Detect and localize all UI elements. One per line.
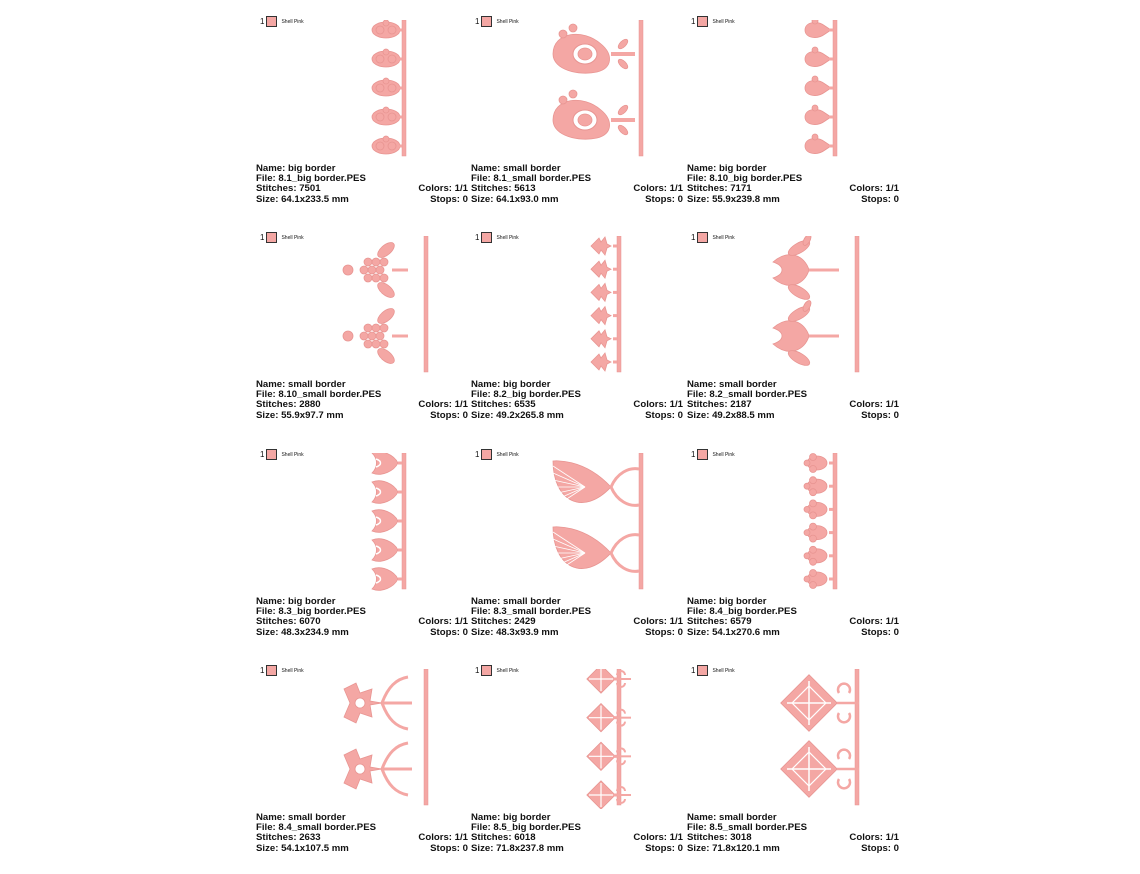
- size-label: Size:: [256, 626, 279, 638]
- design-file: 8.3_big border.PES: [278, 606, 366, 618]
- design-file: 8.1_big border.PES: [278, 173, 366, 185]
- design-file: 8.2_small border.PES: [709, 389, 807, 401]
- embroidery-preview: [471, 453, 687, 593]
- color-count: 1/1: [454, 399, 468, 411]
- colors-label: Colors:: [418, 832, 452, 844]
- stop-count: 0: [893, 626, 899, 638]
- stitches-label: Stitches:: [471, 832, 512, 844]
- color-count: 1/1: [669, 183, 683, 195]
- stitch-count: 3018: [730, 832, 752, 844]
- design-info: [256, 164, 468, 205]
- stops-label: Stops:: [861, 626, 891, 638]
- thread-number: 1: [260, 450, 265, 459]
- design-card[interactable]: [687, 666, 903, 874]
- embroidery-preview: [256, 20, 472, 160]
- thread-color-name: Shell Pink: [281, 667, 304, 674]
- name-label: Name:: [687, 379, 717, 390]
- file-label: File:: [256, 822, 276, 834]
- design-card[interactable]: [256, 450, 472, 658]
- stitches-label: Stitches:: [687, 616, 728, 628]
- stops-label: Stops:: [430, 626, 460, 638]
- stop-count: 0: [677, 626, 683, 638]
- size-row: [471, 844, 683, 854]
- stop-count: 0: [893, 842, 899, 854]
- stops-label: Stops:: [861, 842, 891, 854]
- design-size: 55.9x97.7 mm: [281, 409, 344, 421]
- stops-label: Stops:: [861, 193, 891, 205]
- colors-label: Colors:: [418, 616, 452, 628]
- color-count: 1/1: [885, 832, 899, 844]
- design-info: [471, 164, 683, 205]
- motif-paisley: [553, 90, 635, 139]
- size-row: [687, 195, 899, 205]
- stop-count: 0: [462, 409, 468, 421]
- thread-color-name: Shell Pink: [712, 18, 735, 25]
- motif-flower: [372, 107, 400, 125]
- border-bar: [639, 453, 643, 589]
- motif-cluster: [804, 477, 827, 496]
- design-size: 71.8x237.8 mm: [496, 842, 564, 854]
- name-label: Name:: [687, 163, 717, 174]
- embroidery-preview: [471, 236, 687, 376]
- file-label: File:: [256, 173, 276, 185]
- stitches-label: Stitches:: [256, 183, 297, 195]
- motif-tulip: [372, 481, 398, 504]
- stitch-count: 7501: [299, 183, 321, 195]
- stitches-label: Stitches:: [256, 832, 297, 844]
- name-label: Name:: [256, 812, 286, 823]
- motif-bud: [805, 47, 831, 66]
- size-label: Size:: [471, 193, 494, 205]
- stitches-label: Stitches:: [471, 616, 512, 628]
- embroidery-preview: [256, 236, 472, 376]
- border-bar: [639, 20, 643, 156]
- stop-count: 0: [462, 193, 468, 205]
- embroidery-preview: [687, 236, 903, 376]
- stitch-count: 6070: [299, 616, 321, 628]
- stitch-count: 6018: [514, 832, 536, 844]
- embroidery-preview: [471, 20, 687, 160]
- design-card[interactable]: [471, 233, 687, 441]
- stitches-label: Stitches:: [687, 832, 728, 844]
- design-info: [471, 813, 683, 854]
- file-label: File:: [471, 822, 491, 834]
- name-label: Name:: [256, 379, 286, 390]
- design-name: big border: [288, 596, 336, 607]
- design-name: big border: [503, 812, 551, 823]
- motif-bud: [805, 20, 831, 37]
- border-bar: [855, 236, 859, 372]
- size-row: [471, 628, 683, 638]
- motif-tulip: [372, 568, 398, 591]
- motif-cluster: [804, 546, 827, 565]
- motif-leaf: [591, 283, 611, 301]
- file-label: File:: [687, 173, 707, 185]
- color-count: 1/1: [669, 832, 683, 844]
- name-label: Name:: [256, 596, 286, 607]
- design-size: 54.1x107.5 mm: [281, 842, 349, 854]
- design-name: small border: [719, 379, 777, 390]
- thread-color-name: Shell Pink: [496, 451, 519, 458]
- motif-bud: [805, 76, 831, 95]
- stitch-count: 2187: [730, 399, 752, 411]
- motif-fan: [553, 527, 639, 574]
- stitch-count: 6535: [514, 399, 536, 411]
- motif-diamond-large: [781, 741, 859, 798]
- colors-label: Colors:: [633, 832, 667, 844]
- file-label: File:: [256, 389, 276, 401]
- motif-diamond: [587, 781, 631, 809]
- motif-cluster: [804, 570, 827, 589]
- file-label: File:: [471, 389, 491, 401]
- stops-label: Stops:: [430, 842, 460, 854]
- size-label: Size:: [256, 842, 279, 854]
- design-name: small border: [503, 163, 561, 174]
- color-count: 1/1: [454, 832, 468, 844]
- size-label: Size:: [256, 409, 279, 421]
- stitch-count: 6579: [730, 616, 752, 628]
- border-bar: [855, 669, 859, 805]
- motif-tulip: [372, 510, 398, 533]
- design-card[interactable]: [256, 17, 472, 225]
- design-card[interactable]: [256, 233, 472, 441]
- stop-count: 0: [462, 842, 468, 854]
- design-info: [687, 813, 899, 854]
- stop-count: 0: [677, 409, 683, 421]
- design-size: 49.2x88.5 mm: [712, 409, 775, 421]
- design-size: 64.1x93.0 mm: [496, 193, 559, 205]
- color-count: 1/1: [669, 399, 683, 411]
- stop-count: 0: [677, 842, 683, 854]
- thread-color-name: Shell Pink: [712, 451, 735, 458]
- design-file: 8.5_big border.PES: [493, 822, 581, 834]
- motif-cluster: [804, 523, 827, 542]
- motif-diamond: [587, 704, 631, 732]
- size-row: [687, 844, 899, 854]
- name-label: Name:: [471, 163, 501, 174]
- thread-color-name: Shell Pink: [281, 18, 304, 25]
- stop-count: 0: [893, 193, 899, 205]
- motif-flower: [372, 49, 400, 67]
- stitch-count: 5613: [514, 183, 536, 195]
- stitches-label: Stitches:: [471, 183, 512, 195]
- size-label: Size:: [471, 626, 494, 638]
- colors-label: Colors:: [849, 399, 883, 411]
- name-label: Name:: [687, 812, 717, 823]
- thread-number: 1: [475, 17, 480, 26]
- design-file: 8.3_small border.PES: [493, 606, 591, 618]
- motif-leaf: [591, 307, 611, 325]
- file-label: File:: [687, 606, 707, 618]
- stop-count: 0: [677, 193, 683, 205]
- size-row: [471, 411, 683, 421]
- design-info: [256, 597, 468, 638]
- name-label: Name:: [256, 163, 286, 174]
- design-info: [471, 380, 683, 421]
- stops-label: Stops:: [645, 409, 675, 421]
- design-card[interactable]: [256, 666, 472, 874]
- size-label: Size:: [687, 842, 710, 854]
- motif-tulip: [372, 539, 398, 562]
- motif-flower: [372, 20, 400, 38]
- stitches-label: Stitches:: [471, 399, 512, 411]
- border-bar: [617, 236, 621, 372]
- design-file: 8.4_big border.PES: [709, 606, 797, 618]
- border-bar: [617, 669, 621, 805]
- colors-label: Colors:: [418, 399, 452, 411]
- motif-berry: [343, 240, 408, 301]
- motif-thistle: [344, 743, 412, 795]
- stops-label: Stops:: [430, 409, 460, 421]
- color-count: 1/1: [669, 616, 683, 628]
- motif-leaf: [591, 353, 611, 371]
- colors-label: Colors:: [849, 183, 883, 195]
- border-bar: [833, 453, 837, 589]
- design-card[interactable]: [687, 450, 903, 658]
- design-file: 8.1_small border.PES: [493, 173, 591, 185]
- design-name: big border: [288, 163, 336, 174]
- design-size: 54.1x270.6 mm: [712, 626, 780, 638]
- embroidery-preview: [687, 453, 903, 593]
- design-info: [256, 813, 468, 854]
- size-row: [256, 195, 468, 205]
- motif-flower: [372, 136, 400, 154]
- design-name: small border: [719, 812, 777, 823]
- design-card[interactable]: [687, 233, 903, 441]
- design-size: 55.9x239.8 mm: [712, 193, 780, 205]
- design-file: 8.10_small border.PES: [278, 389, 382, 401]
- stitch-count: 2880: [299, 399, 321, 411]
- stitch-count: 7171: [730, 183, 752, 195]
- design-name: small border: [288, 379, 346, 390]
- design-info: [687, 597, 899, 638]
- thread-number: 1: [475, 233, 480, 242]
- design-name: big border: [719, 163, 767, 174]
- motif-bud: [805, 105, 831, 124]
- file-label: File:: [471, 173, 491, 185]
- colors-label: Colors:: [418, 183, 452, 195]
- motif-cluster: [804, 454, 827, 473]
- stitches-label: Stitches:: [256, 399, 297, 411]
- colors-label: Colors:: [849, 616, 883, 628]
- design-name: big border: [719, 596, 767, 607]
- embroidery-preview: [687, 669, 903, 809]
- border-bar: [424, 236, 428, 372]
- size-row: [471, 195, 683, 205]
- name-label: Name:: [471, 812, 501, 823]
- stops-label: Stops:: [645, 626, 675, 638]
- stitch-count: 2429: [514, 616, 536, 628]
- name-label: Name:: [471, 379, 501, 390]
- thread-number: 1: [691, 666, 696, 675]
- file-label: File:: [471, 606, 491, 618]
- size-label: Size:: [471, 842, 494, 854]
- design-info: [471, 597, 683, 638]
- thread-number: 1: [260, 666, 265, 675]
- design-card[interactable]: [471, 450, 687, 658]
- design-size: 64.1x233.5 mm: [281, 193, 349, 205]
- design-info: [687, 164, 899, 205]
- stops-label: Stops:: [861, 409, 891, 421]
- thread-number: 1: [691, 450, 696, 459]
- color-count: 1/1: [885, 616, 899, 628]
- border-bar: [424, 669, 428, 805]
- motif-lily: [773, 236, 839, 302]
- stitches-label: Stitches:: [687, 183, 728, 195]
- embroidery-preview: [471, 669, 687, 809]
- embroidery-preview: [256, 669, 472, 809]
- thread-number: 1: [260, 233, 265, 242]
- design-file: 8.2_big border.PES: [493, 389, 581, 401]
- stitches-label: Stitches:: [256, 616, 297, 628]
- design-size: 48.3x93.9 mm: [496, 626, 559, 638]
- thread-number: 1: [475, 666, 480, 675]
- thread-color-name: Shell Pink: [712, 234, 735, 241]
- colors-label: Colors:: [849, 832, 883, 844]
- size-label: Size:: [687, 193, 710, 205]
- border-bar: [402, 20, 406, 156]
- thread-color-name: Shell Pink: [712, 667, 735, 674]
- embroidery-preview: [256, 453, 472, 593]
- design-size: 49.2x265.8 mm: [496, 409, 564, 421]
- name-label: Name:: [687, 596, 717, 607]
- design-size: 71.8x120.1 mm: [712, 842, 780, 854]
- thread-color-name: Shell Pink: [281, 451, 304, 458]
- color-count: 1/1: [454, 616, 468, 628]
- stops-label: Stops:: [430, 193, 460, 205]
- motif-fan: [553, 461, 639, 508]
- design-file: 8.10_big border.PES: [709, 173, 803, 185]
- border-bar: [402, 453, 406, 589]
- size-label: Size:: [687, 626, 710, 638]
- color-count: 1/1: [885, 183, 899, 195]
- file-label: File:: [256, 606, 276, 618]
- colors-label: Colors:: [633, 399, 667, 411]
- file-label: File:: [687, 822, 707, 834]
- motif-berry: [343, 306, 408, 367]
- stop-count: 0: [893, 409, 899, 421]
- design-name: small border: [503, 596, 561, 607]
- stitch-count: 2633: [299, 832, 321, 844]
- border-bar: [833, 20, 837, 156]
- thread-number: 1: [691, 233, 696, 242]
- size-row: [256, 411, 468, 421]
- thread-color-name: Shell Pink: [496, 234, 519, 241]
- design-info: [687, 380, 899, 421]
- motif-diamond: [587, 669, 631, 693]
- motif-leaf: [591, 237, 611, 255]
- size-row: [256, 628, 468, 638]
- thread-color-name: Shell Pink: [496, 667, 519, 674]
- thread-color-name: Shell Pink: [281, 234, 304, 241]
- motif-thistle: [344, 677, 412, 729]
- name-label: Name:: [471, 596, 501, 607]
- stitches-label: Stitches:: [687, 399, 728, 411]
- size-label: Size:: [471, 409, 494, 421]
- motif-cluster: [804, 500, 827, 519]
- design-info: [256, 380, 468, 421]
- motif-bud: [805, 134, 831, 153]
- motif-leaf: [591, 330, 611, 348]
- stop-count: 0: [462, 626, 468, 638]
- design-size: 48.3x234.9 mm: [281, 626, 349, 638]
- design-card[interactable]: [471, 17, 687, 225]
- size-row: [687, 411, 899, 421]
- design-card[interactable]: [687, 17, 903, 225]
- color-count: 1/1: [454, 183, 468, 195]
- thread-color-name: Shell Pink: [496, 18, 519, 25]
- size-row: [687, 628, 899, 638]
- colors-label: Colors:: [633, 183, 667, 195]
- motif-leaf: [591, 260, 611, 278]
- design-card[interactable]: [471, 666, 687, 874]
- design-name: small border: [288, 812, 346, 823]
- size-label: Size:: [687, 409, 710, 421]
- file-label: File:: [687, 389, 707, 401]
- size-label: Size:: [256, 193, 279, 205]
- motif-lily: [773, 299, 839, 368]
- design-name: big border: [503, 379, 551, 390]
- thread-number: 1: [691, 17, 696, 26]
- color-count: 1/1: [885, 399, 899, 411]
- motif-tulip: [372, 453, 398, 474]
- size-row: [256, 844, 468, 854]
- stops-label: Stops:: [645, 842, 675, 854]
- thread-number: 1: [260, 17, 265, 26]
- motif-flower: [372, 78, 400, 96]
- thread-number: 1: [475, 450, 480, 459]
- motif-diamond: [587, 742, 631, 770]
- embroidery-preview: [687, 20, 903, 160]
- design-file: 8.5_small border.PES: [709, 822, 807, 834]
- colors-label: Colors:: [633, 616, 667, 628]
- motif-diamond-large: [781, 675, 859, 732]
- design-file: 8.4_small border.PES: [278, 822, 376, 834]
- motif-paisley: [553, 24, 635, 73]
- stops-label: Stops:: [645, 193, 675, 205]
